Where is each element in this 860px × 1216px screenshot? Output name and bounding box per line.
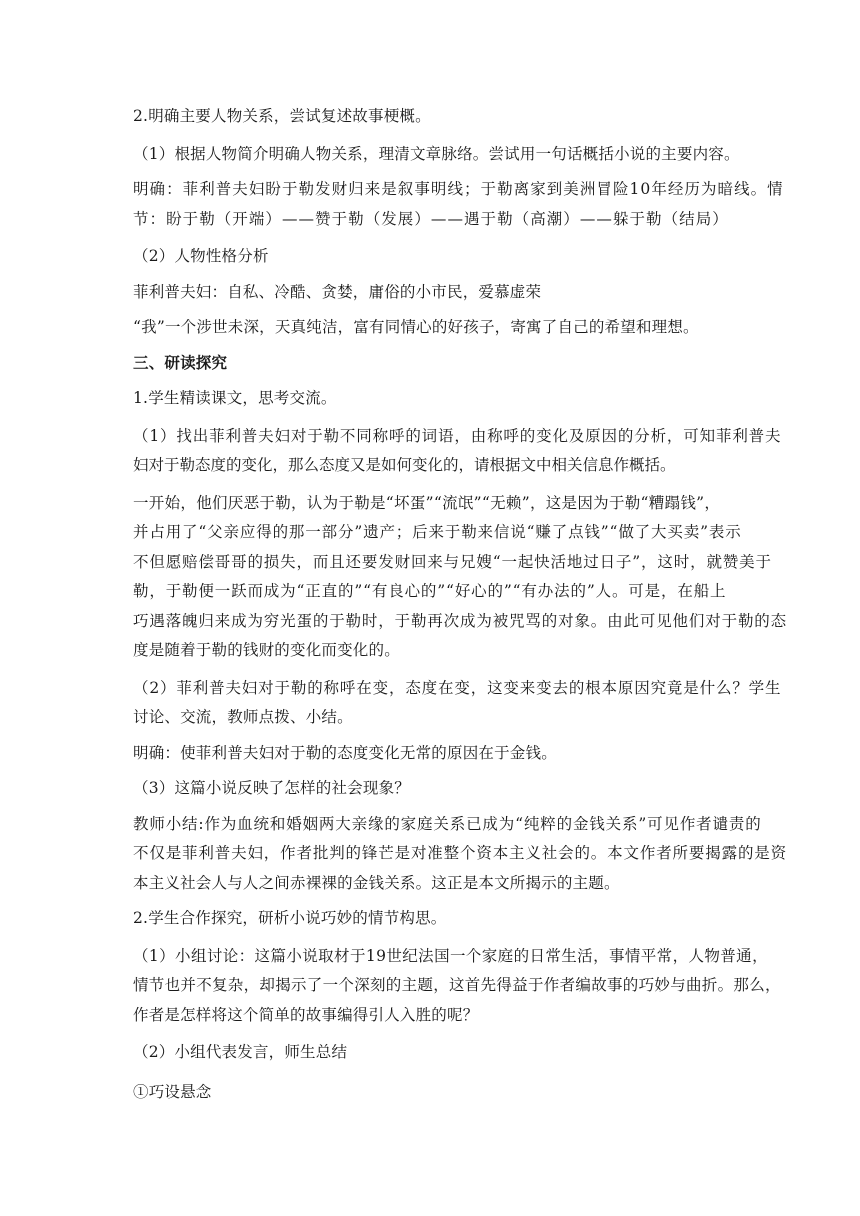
text-line: 1.学生精读课文，思考交流。 <box>133 389 337 407</box>
text-line: 并占用了“父亲应得的那一部分”遗产；后来于勒来信说“赚了点钱”“做了大买卖”表示 <box>133 523 742 541</box>
text-line: ①巧设悬念 <box>133 1082 212 1101</box>
text-line: （2）小组代表发言，师生总结 <box>133 1043 348 1061</box>
text-line: （1）找出菲利普夫妇对于勒不同称呼的词语，由称呼的变化及原因的分析，可知菲利普夫 <box>133 426 782 445</box>
text-line: 巧遇落魄归来成为穷光蛋的于勒时，于勒再次成为被咒骂的对象。由此可见他们对于勒的态 <box>133 611 788 630</box>
text-line: “我”一个涉世未深，天真纯洁，富有同情心的好孩子，寄寓了自己的希望和理想。 <box>133 318 699 336</box>
text-line: 讨论、交流，教师点拨、小结。 <box>133 708 353 726</box>
text-line: （2）菲利普夫妇对于勒的称呼在变，态度在变，这变来变去的根本原因究竟是什么？学生 <box>133 678 782 697</box>
text-line: 作者是怎样将这个简单的故事编得引人入胜的呢？ <box>133 1005 479 1024</box>
text-line: 教师小结:作为血统和婚姻两大亲缘的家庭关系已成为“纯粹的金钱关系”可见作者谴责的 <box>133 814 762 833</box>
text-line: 不仅是菲利普夫妇，作者批判的锋芒是对准整个资本主义社会的。本文作者所要揭露的是资 <box>133 844 788 862</box>
text-line: 明确：使菲利普夫妇对于勒的态度变化无常的原因在于金钱。 <box>133 743 557 762</box>
text-line: 一开始，他们厌恶于勒，认为于勒是“坏蛋”“流氓”“无赖”，这是因为于勒“糟蹋钱”， <box>133 493 721 512</box>
text-line: （3）这篇小说反映了怎样的社会现象？ <box>133 779 410 797</box>
text-line: 2.学生合作探究，研析小说巧妙的情节构思。 <box>133 909 447 927</box>
text-line: （1）小组讨论：这篇小说取材于19世纪法国一个家庭的日常生活，事情平常，人物普通， <box>133 946 768 965</box>
text-line: 度是随着于勒的钱财的变化而变化的。 <box>133 641 400 659</box>
text-line: 本主义社会人与人之间赤裸裸的金钱关系。这正是本文所揭示的主题。 <box>133 873 620 892</box>
text-line: 情节也并不复杂，却揭示了一个深刻的主题，这首先得益于作者编故事的巧妙与曲折。那么， <box>133 976 781 994</box>
text-line: 勒，于勒便一跃而成为“正直的”“有良心的”“好心的”“有办法的”人。可是，在船上 <box>133 582 727 600</box>
text-line: 妇对于勒态度的变化，那么态度又是如何变化的，请根据文中相关信息作概括。 <box>133 456 676 474</box>
text-line: （2）人物性格分析 <box>133 247 269 265</box>
text-line: 菲利普夫妇：自私、冷酷、贪婪，庸俗的小市民，爱慕虚荣 <box>133 282 542 301</box>
section-heading: 三、研读探究 <box>133 352 228 372</box>
text-line: （1）根据人物简介明确人物关系，理清文章脉络。尝试用一句话概括小说的主要内容。 <box>133 144 740 163</box>
text-line: 明确：菲利普夫妇盼于勒发财归来是叙事明线；于勒离家到美洲冒险10年经历为暗线。情 <box>133 180 784 198</box>
text-line: 节：盼于勒（开端）——赞于勒（发展）——遇于勒（高潮）——躲于勒（结局） <box>133 209 729 228</box>
text-line: 不但愿赔偿哥哥的损失，而且还要发财回来与兄嫂“一起快活地过日子”，这时，就赞美于 <box>133 552 772 571</box>
text-line: 2.明确主要人物关系，尝试复述故事梗概。 <box>133 107 431 125</box>
